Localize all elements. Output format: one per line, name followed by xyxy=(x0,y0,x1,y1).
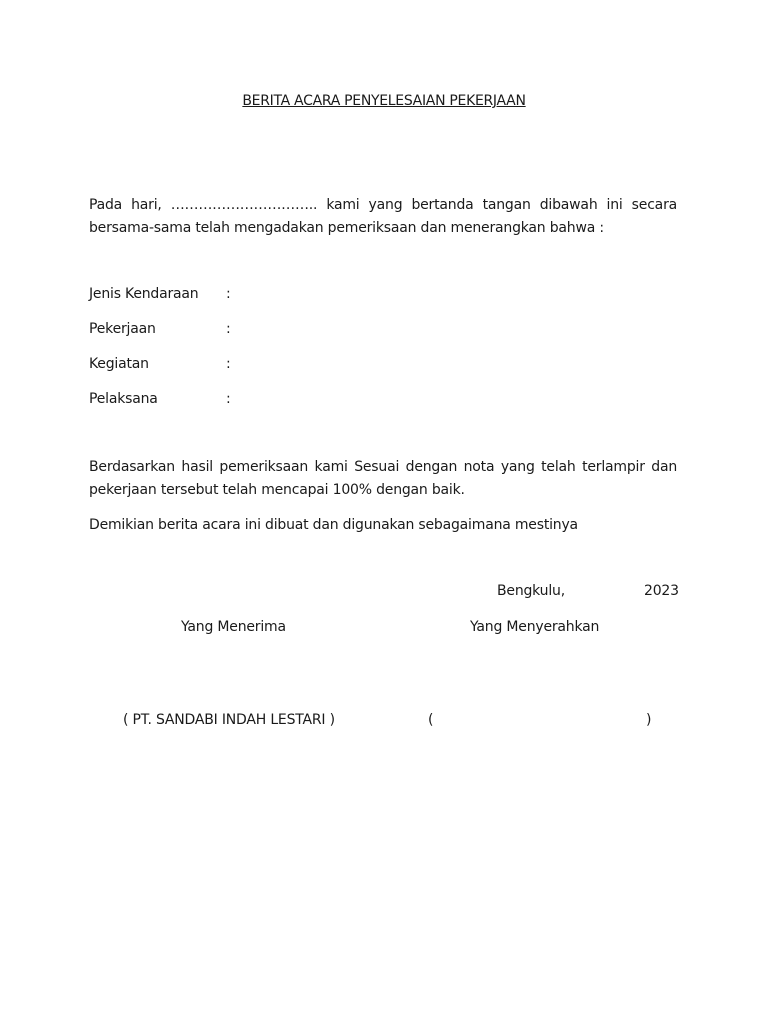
signature-year: 2023 xyxy=(644,583,679,599)
field-colon: : xyxy=(226,391,231,407)
result-paragraph: Berdasarkan hasil pemeriksaan kami Sesuai dengan nota yang telah terlampir dan pekerjaan tersebut telah mencapai 100% dengan baik. xyxy=(89,459,677,498)
field-label: Jenis Kendaraan xyxy=(89,286,199,302)
field-label: Kegiatan xyxy=(89,356,149,372)
field-pekerjaan xyxy=(89,321,389,343)
receiver-name: ( PT. SANDABI INDAH LESTARI ) xyxy=(123,712,335,728)
field-colon: : xyxy=(226,286,231,302)
field-pelaksana xyxy=(89,391,389,413)
opening-paragraph: Pada hari, ………………………….. kami yang bertanda tangan dibawah ini secara bersama-sama telah mengadakan pemeriksaan dan menerangkan bahwa : xyxy=(89,197,677,236)
field-colon: : xyxy=(226,321,231,337)
field-label: Pekerjaan xyxy=(89,321,156,337)
closing-paragraph: Demikian berita acara ini dibuat dan digunakan sebagaimana mestinya xyxy=(89,517,578,533)
sender-name-open-paren: ( xyxy=(428,712,434,728)
field-jenis-kendaraan xyxy=(89,286,389,308)
sender-label: Yang Menyerahkan xyxy=(470,619,600,635)
field-label: Pelaksana xyxy=(89,391,158,407)
sender-name-close-paren: ) xyxy=(646,712,652,728)
signature-place: Bengkulu, xyxy=(497,583,565,599)
document-title: BERITA ACARA PENYELESAIAN PEKERJAAN xyxy=(242,93,526,109)
field-kegiatan xyxy=(89,356,389,378)
field-colon: : xyxy=(226,356,231,372)
receiver-label: Yang Menerima xyxy=(181,619,286,635)
